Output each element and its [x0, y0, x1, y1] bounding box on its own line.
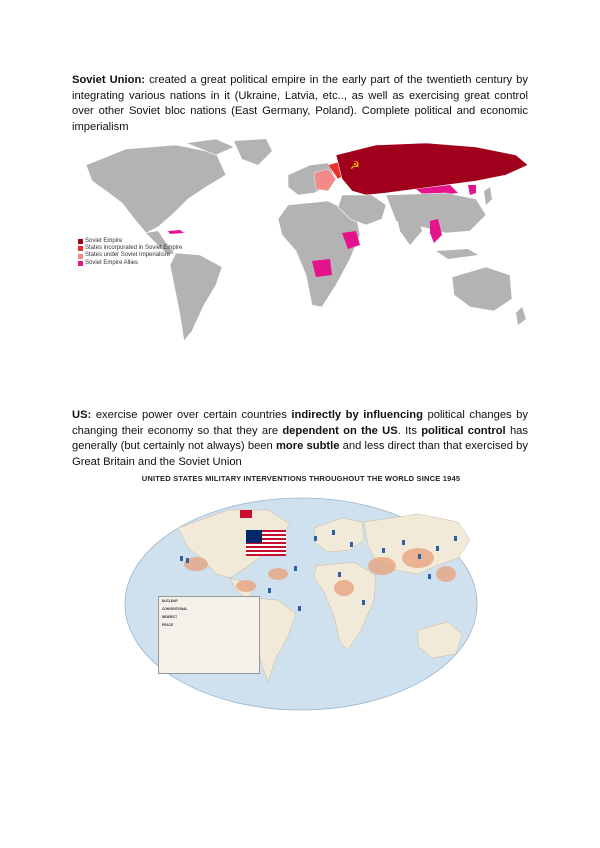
us-bold-text: indirectly by influencing	[291, 409, 423, 421]
us-text: and less direct than that exercised by Great Britain and the Soviet Union	[72, 440, 528, 468]
legend-item	[78, 260, 182, 267]
us-text: has generally (but certainly not always) been	[72, 424, 528, 452]
legend-swatch	[78, 246, 83, 251]
svg-text:☭: ☭	[350, 159, 360, 172]
soviet-union-paragraph	[72, 73, 528, 135]
legend-item	[78, 245, 182, 252]
soviet-union-text: created a great political empire in the early part of the twentieth century by integrating various nations in it (Ukraine, Latvia, etc.., as well as exercising great control over other Soviet bloc nations (East Germany, Poland). Complete political and economic imperialism	[72, 74, 528, 133]
us-world-map-graphic	[118, 470, 484, 716]
legend-swatch	[78, 239, 83, 244]
soviet-union-lead: Soviet Union:	[72, 74, 146, 86]
legend-swatch	[78, 261, 83, 266]
us-map-title: UNITED STATES MILITARY INTERVENTIONS THROUGHOUT THE WORLD SINCE 1945	[141, 474, 461, 483]
us-bold-text: dependent on the US	[282, 424, 398, 437]
legend-section: PEACE	[162, 623, 173, 627]
legend-label: Soviet Empire	[85, 238, 123, 244]
us-bold-text: more subtle	[275, 440, 340, 452]
us-text: . Its	[397, 424, 422, 437]
legend-section: NUCLEAR	[162, 599, 178, 603]
legend-item	[78, 252, 182, 259]
soviet-map-legend	[78, 238, 182, 267]
us-map-legend	[158, 596, 260, 674]
us-text: political changes by changing their economy so that they are	[72, 409, 529, 437]
legend-section: INDIRECT	[162, 615, 178, 619]
legend-label: States under Soviet Imperialism	[85, 252, 170, 259]
legend-item	[78, 238, 182, 245]
us-interventions-map	[118, 470, 484, 716]
legend-label: Soviet Empire Allies	[85, 259, 139, 266]
legend-label: States incorporated in Soviet Empire	[85, 245, 183, 252]
us-text: exercise power over certain countries	[91, 409, 292, 421]
us-paragraph	[72, 408, 528, 470]
us-lead: US:	[72, 409, 92, 421]
legend-section: CONVENTIONAL	[162, 607, 188, 611]
soviet-empire-map	[66, 135, 534, 347]
us-bold-text: political control	[421, 424, 506, 437]
legend-swatch	[78, 254, 83, 259]
